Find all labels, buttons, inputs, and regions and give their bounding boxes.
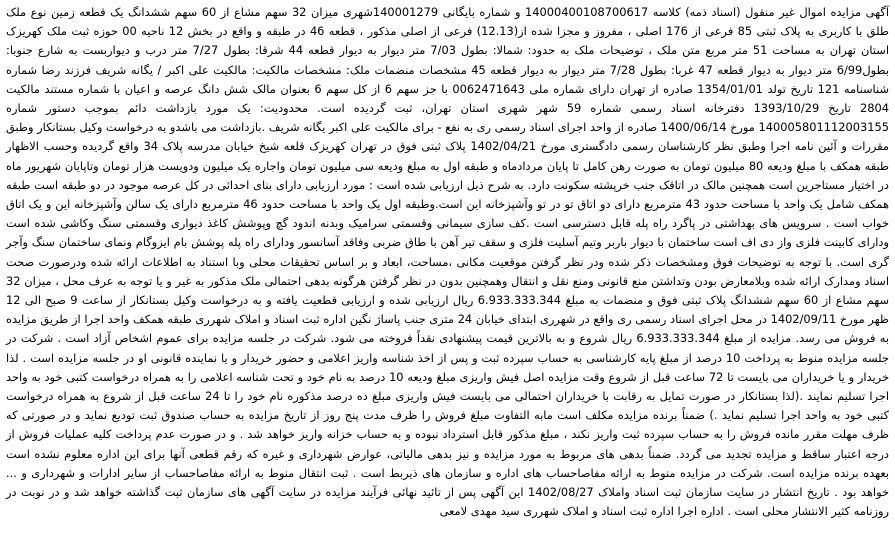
auction-notice-text: آگهی مزایده اموال غیر منقول (اسناد ذمه) کلاسه 14000400108700617 و شماره بایگانی 140001279شهری میزان 32 سهم مشاع از 60 سهم ششدانگ یک قطعه زمین نوع ملک طلق با کاربری به پلاک ثبتی 85 فرعی از 176 اصلی ، مفروز و مجزا شده از(12.13) فرعی از اصلی مذکور ، قطعه 46 در طبقه و واقع در بخش 12 ناحیه 00 حوزه ثبت ملک کهریزک استان تهران به مساحت 51 متر مربع متن ملک ، توضیحات ملک به حدود: شمالا: بطول 7/03 متر دیوار به دیوار قطعه 44 شرقا: بطول 7/27 متر درب و دیواربست به شارع جنوبا: بطول6/99 متر دیوار به دیوار قطعه 47 غربا: بطول 7/28 متر دیوار به دیوار قطعه 45 مشخصات منضمات ملک: مشخصات مالکیت: مالکیت علی اکبر / یگانه شریف فرزند رضا شماره شناسنامه 121 تاریخ تولد 1354/01/01 صادره از تهران دارای شماره ملی 0062471643 با جز سهم 6 از کل سهم 6 بعنوان مالک شش دانگ عرصه و اعیان با شماره مستند مالکیت 2804 تاریخ 1393/10/29 دفترخانه اسناد رسمی شماره 59 شهر شهری استان تهران، ثبت گردیده است. محدودیت: یک مورد بازداشت دائم بموجب دستور شماره 140005801112003155 مورخ 1400/06/14 صادره از واحد اجرای اسناد رسمی ری به نفع - برای مالکیت علی اکبر یگانه شریف .بازداشت می باشدو به درخواست وکیل بستانکار وطبق مقررات و آئین نامه اجرا وطبق نظر کارشناسان رسمی دادگستری مورخ 1402/04/21 پلاک ثبتی فوق در تهران کهریزک قلعه شیخ خیابان مدرسه پلاک 34 واقع گردیده وحسب الاظهار طبقه همکف با مبلغ ودیعه 80 میلیون تومان به صورت رهن کامل تا پایان مردادماه و طبقه اول به مبلغ ودیعه سی میلیون تومان واجاره یک میلیون ودویست هزار تومان وتاپایان شهریور ماه در اختیار مستاجرین است همچنین مالک در اتاقک جنب خرپشته سکونت دارد. به شرح ذیل ارزیابی شده است : مورد ارزیابی دارای بنای احداثی در کل عرصه موجود در دو طبقه است طبقه همکف شامل یک واحد با مساحت حدود 43 مترمربع دارای دو اتاق تو در تو وآشپزخانه این است.وطبقه اول یک واحد با مساحت حدود 46 مترمربع دارای یک سالن وآشپزخانه این و یک اتاق خواب است . سرویس های بهداشتی در پاگرد راه پله قابل دسترسی است .کف سازی سیمانی وقسمتی سرامیک وبدنه اندود گچ وپوشش کاغذ دیواری وقسمتی سنگ وکاشی شده است ودارای کابینت فلزی واز دی اف است ساختمان با دیوار باربر وتیم آسلیت فلزی و سقف تیر آهن با طاق ضربی وفاقد آسانسور ودارای راه پله پوشش بام ایزوگام ونمای ساختمان سنگ وآجر گری است. با توجه به توضیحات فوق ومشخصات ذکر شده ودر نظر گرفتن موقعیت مکانی ،مساحت، ابعاد و بر اساس تحقیقات محلی وبا استناد به اطلاعات ارائه شده ودرصورت صحت اسناد ومدارک ارائه شده وبلامعارض بودن وتداشتن منع قانونی ومنع نقل و انتقال وهمچنین بدون در نظر گرفتن هرگونه بدهی احتمالی ملک مذکور به غیر و یا توجه به عرف محل ، میزان 32 سهم مشاع از 60 سهم ششدانگ پلاک ثبتی فوق و منضمات به مبلغ 6.933.333.344 ریال ارزیابی شده و ارزیابی قطعیت یافته و به درخواست وکیل بستانکار از ساعت 9 صبح الی 12 ظهر مورخ 1402/09/11 در محل اجرای اسناد رسمی ری واقع در شهرری ابتدای خیابان 24 متری جنب پاساژ نگین اداره ثبت اسناد و املاک شهرری طبقه همکف واحد اجرا از طریق مزایده به فروش می رسد. مزایده از مبلغ 6.933.333.344 ریال شروع و به بالاترین قیمت پیشنهادی نقداً فروخته می شود. شرکت در جلسه مزایده برای عموم اشخاص آزاد است . شرکت در جلسه مزایده منوط به پرداخت 10 درصد از مبلغ پایه کارشناسی به حساب سپرده ثبت و پس از اخذ شناسه واریز اعلامی و حضور خریدار و یا نماینده قانونی او در جلسه مزایده است . لذا خریدار و یا خریداران می بایست تا 72 ساعت قبل از شروع وقت مزایده اصل فیش واریزی مبلغ ودیعه 10 درصد به نام خود و تحت شناسه اعلامی را به همراه درخواست کتبی خود به واحد اجرا تسلیم نمایند .(لذا بستانکار در صورت تمایل به رقابت با خریداران احتمالی می بایست فیش واریزی مبلغ ده درصد مذکوره نام خود را تا 24 ساعت قبل از شروع به همراه درخواست کتبی خود به واحد اجرا تسلیم نماید .) ضمناً برنده مزایده مکلف است مابه التفاوت مبلغ فروش را ظرف مدت پنج روز از تاریخ مزایده به حساب صندوق ثبت تودیع نماید و در صورتی که ظرف مهلت مقرر مانده فروش را به حساب سپرده ثبت واریز نکند ، مبلغ مذکور قابل استرداد نبوده و به حساب خزانه واریز خواهد شد . و در صورت عدم پرداخت کلیه عملیات فروش از درجه اعتبار ساقط و مزایده تجدید می گردد. ضمناً بدهی های مربوط به مورد مزایده و نیز بدهی مالیاتی، عوارض شهرداری و غیره که رقم قطعی آنها برای این اداره معلوم نشده است بعهده برنده مزایده است. شرکت در مزایده منوط به ارائه مفاصاحساب های اداره و سازمان های ذیربط است . ثبت انتقال منوط به ارائه مفاصاحساب از سایر ادارات و شهرداری و ... خواهد بود . تاریخ انتشار در سایت سازمان ثبت اسناد واملاک 1402/08/27 این آگهی پس از تائید نهائی فرآیند مزایده در سایت آگهی های سازمان ثبت گذاشته خواهد شد و در نوبت در روزنامه کثیر الانتشار محلی است . اداره اجرا اداره ثبت اسناد و املاک شهرری سید مهدی لامعی (6, 5, 890, 519)
